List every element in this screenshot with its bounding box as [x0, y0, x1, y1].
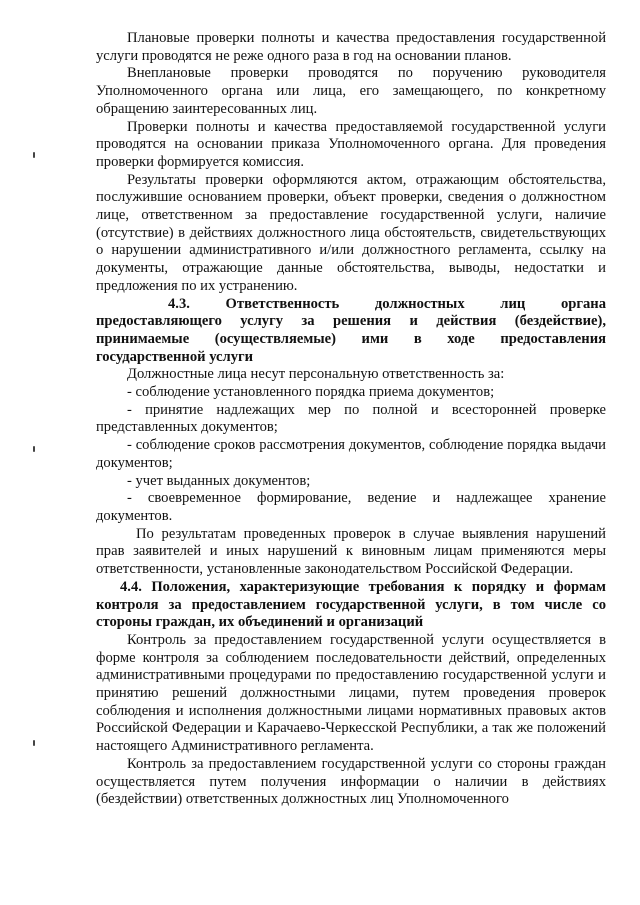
section-heading-4-4: 4.4. Положения, характеризующие требования к порядку и формам контроля за предоставлением государственной услуги, в том числе со стороны граждан, их объединений и организаций	[96, 578, 606, 631]
paragraph-unplanned-checks: Внеплановые проверки проводятся по поручению руководителя Уполномоченного органа или лица, его замещающего, по конкретному обращению заинтересованных лиц.	[96, 65, 606, 117]
margin-mark	[33, 446, 35, 452]
paragraph-control-form: Контроль за предоставлением государственной услуги осуществляется в форме контроля за соблюдением последовательности действий, определенных административными процедурами по предоставлению государственной услуги и принятию решений должностными лицами, путем проведения проверок соблюдения и исполнения должностными лицами нормативных правовых актов Российской Федерации и Карачаево-Черкесской Республики, а так же положений настоящего Административного регламента.	[96, 631, 606, 755]
list-item: - принятие надлежащих мер по полной и всесторонней проверке представленных документов;	[96, 401, 606, 436]
margin-mark	[33, 152, 35, 158]
list-item: - соблюдение установленного порядка приема документов;	[127, 384, 495, 401]
paragraph-violation-measures: По результатам проведенных проверок в случае выявления нарушений прав заявителей и иных нарушений к виновным лицам применяются меры ответственности, установленные законодательством Российской Федерации.	[96, 525, 606, 578]
margin-mark	[33, 740, 35, 746]
paragraph-check-results: Результаты проверки оформляются актом, отражающим обстоятельства, послужившие основанием проверки, объект проверки, сведения о должностном лице, ответственном за предоставление государственной услуги, наличие (отсутствие) в действиях должностного лица обстоятельств, свидетельствующих о нарушении административного и/или должностного регламента, ссылку на документы, отражающие данные обстоятельства, выводы, недостатки и предложения по их устранению.	[96, 171, 606, 294]
paragraph-planned-checks: Плановые проверки полноты и качества предоставления государственной услуги проводятся не реже одного раза в год на основании планов.	[96, 30, 606, 64]
list-item: - соблюдение сроков рассмотрения документов, соблюдение порядка выдачи документов;	[96, 437, 606, 471]
paragraph-citizen-control: Контроль за предоставлением государственной услуги со стороны граждан осуществляется путем получения информации о наличии в действиях (бездействии) ответственных должностных лиц Уполномоченного	[96, 755, 606, 808]
paragraph-responsibility-intro: Должностные лица несут персональную ответственность за:	[127, 366, 505, 383]
paragraph-check-order: Проверки полноты и качества предоставляемой государственной услуги проводятся на основании приказа Уполномоченного органа. Для проведения проверки формируется комиссия.	[96, 118, 606, 170]
list-item: - учет выданных документов;	[127, 472, 311, 489]
list-item: - своевременное формирование, ведение и надлежащее хранение документов.	[96, 490, 606, 524]
section-heading-4-3: 4.3. Ответственность должностных лиц органа предоставляющего услугу за решения и действия (бездействие), принимаемые (осуществляемые) ими в ходе предоставления государственной услуги	[96, 295, 606, 365]
